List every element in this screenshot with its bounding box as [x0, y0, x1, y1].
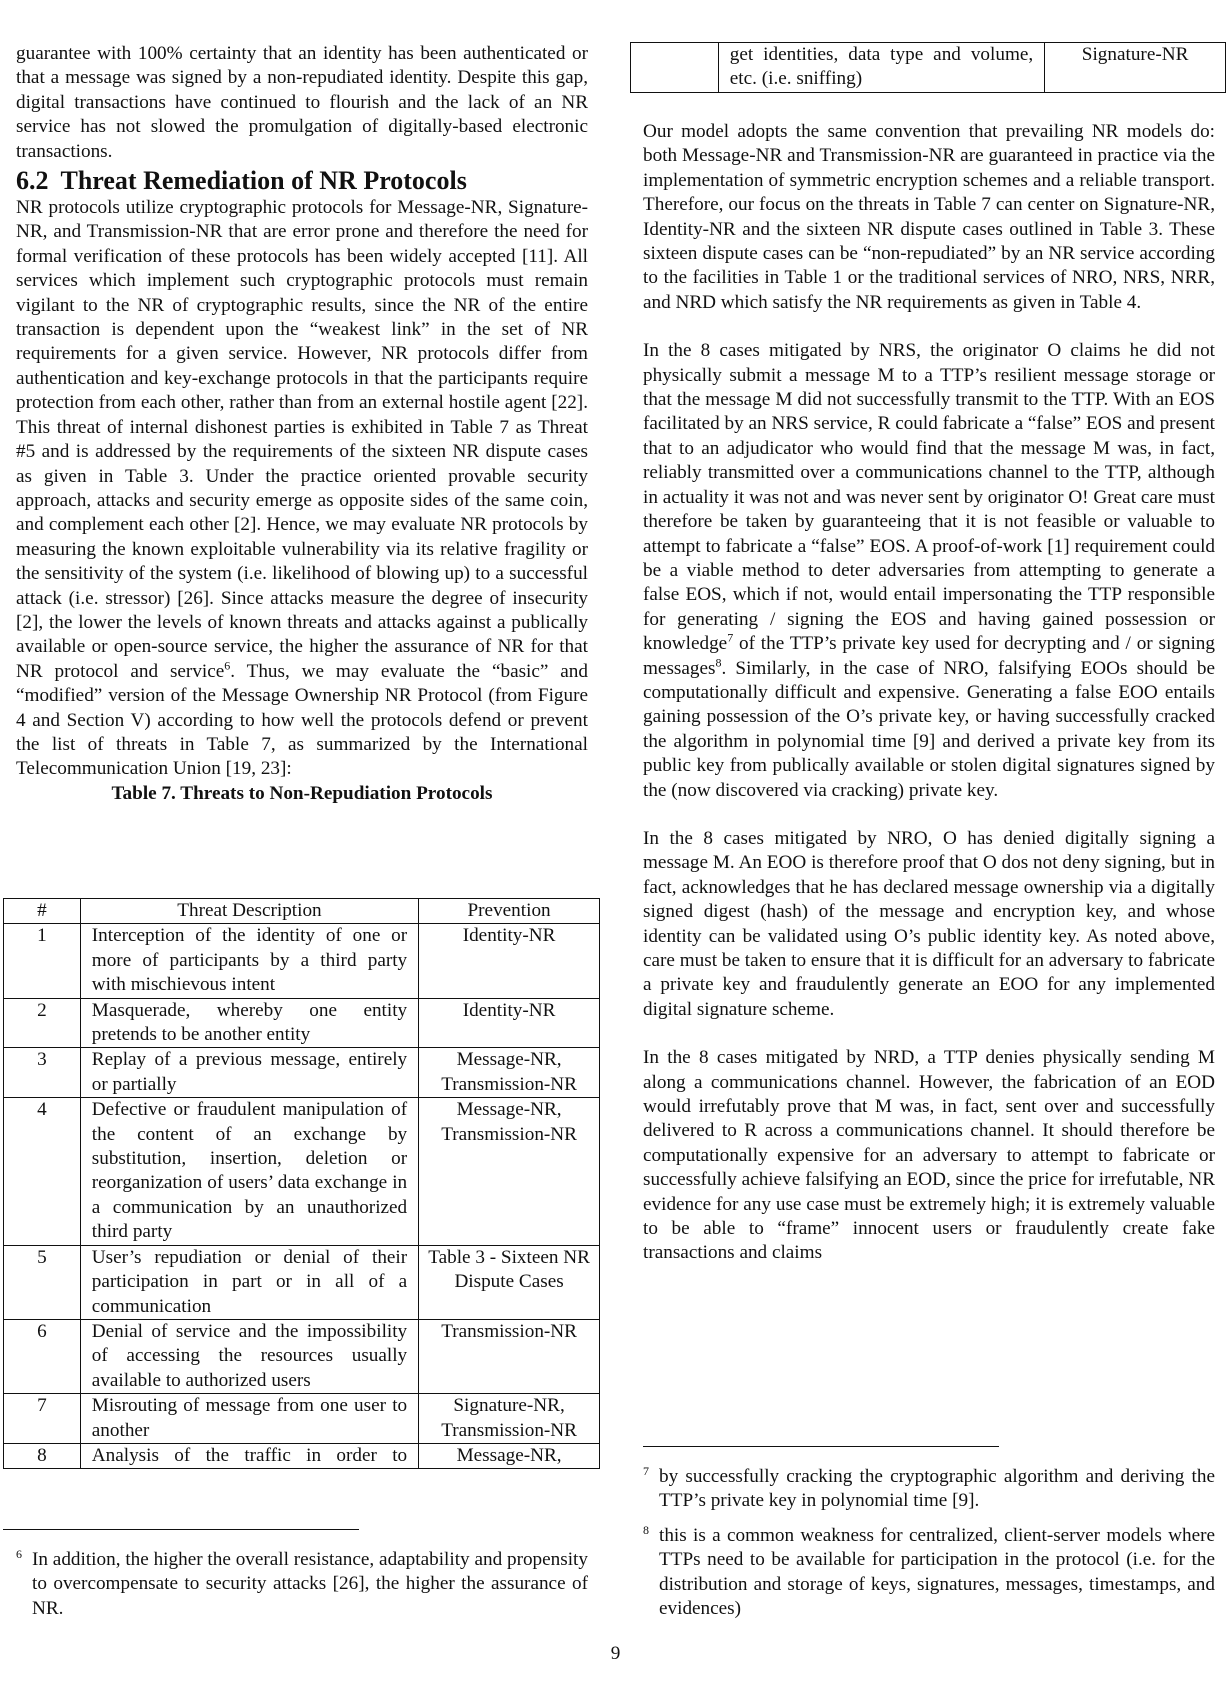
footnote-mark: 8 — [643, 1523, 649, 1537]
row-num: 2 — [4, 998, 81, 1048]
table-row — [4, 1098, 600, 1245]
footnote-8 — [643, 1524, 1215, 1622]
row-prevention: Signature-NR, Transmission-NR — [419, 1394, 600, 1444]
row-prevention: Identity-NR — [419, 924, 600, 998]
footnote-mark: 7 — [643, 1464, 649, 1478]
footnote-ref-6[interactable]: 6 — [224, 658, 231, 673]
footnote-text: this is a common weakness for centralized, client-server models where TTPs need to be available for participation in the protocol (i.e. for the distribution and storage of keys, signatures, messages, timestamps, and evidences) — [659, 1525, 1215, 1620]
table-row — [4, 1443, 600, 1468]
footnote-divider-right — [643, 1446, 999, 1447]
intro-paragraph: guarantee with 100% certainty that an identity has been authenticated or that a message was signed by a non-repudiated identity. Despite this gap, digital transactions have continued to flourish and the lack of an NR service has not slowed the promulgation of digitally-based electronic transactions. — [16, 43, 588, 162]
table-row — [4, 1319, 600, 1393]
section-paragraph-text-2: . Thus, we may evaluate the “basic” and “modified” version of the Message Ownership NR Protocol (from Figure 4 and Section V) according to how well the protocols defend or prevent the list of threats in Table 7, as summarized by the International Telecommunication Union [19, 23]: — [16, 660, 588, 780]
table-row — [4, 998, 600, 1048]
row-num: 3 — [4, 1048, 81, 1098]
row-description: Denial of service and the impossibility of accessing the resources usually available to authorized users — [80, 1319, 418, 1393]
footnote-divider-left — [3, 1529, 359, 1530]
header-threat-description: Threat Description — [80, 899, 418, 924]
row-num: 7 — [4, 1394, 81, 1444]
row-prevention: Signature-NR — [1045, 43, 1226, 93]
table-row — [631, 43, 1226, 93]
row-description: get identities, data type and volume, etc. (i.e. sniffing) — [718, 43, 1044, 93]
row-prevention: Transmission-NR — [419, 1319, 600, 1393]
header-prevention: Prevention — [419, 899, 600, 924]
row-description: Defective or fraudulent manipulation of the content of an exchange by substitution, insertion, deletion or reorganization of users’ data exchange in a communication by an unauthorized third party — [80, 1098, 418, 1245]
model-paragraph: Our model adopts the same convention that prevailing NR models do: both Message-NR and Transmission-NR are guaranteed in practice via the implementation of symmetric encryption schemes and a reliable transport. Therefore, our focus on the threats in Table 7 can center on Signature-NR, Identity-NR and the sixteen NR dispute cases outlined in Table 3. These sixteen dispute cases can be “non-repudiated” by an NR service according to the facilities in Table 1 or the traditional services of NRO, NRS, NRR, and NRD which satisfy the NR requirements as given in Table 4. — [643, 121, 1215, 313]
threats-table-continued — [630, 42, 1226, 93]
footnote-ref-7[interactable]: 7 — [727, 630, 734, 645]
row-description: Misrouting of message from one user to another — [80, 1394, 418, 1444]
table-row — [4, 1245, 600, 1319]
row-description: User’s repudiation or denial of their participation in part or in all of a communication — [80, 1245, 418, 1319]
row-prevention: Message-NR, — [419, 1443, 600, 1468]
row-num: 6 — [4, 1319, 81, 1393]
row-num: 8 — [4, 1443, 81, 1468]
threats-table — [3, 898, 600, 1469]
footnote-text: In addition, the higher the overall resistance, adaptability and propensity to overcompensate to security attacks [26], the higher the assurance of NR. — [32, 1549, 588, 1619]
row-num: 1 — [4, 924, 81, 998]
section-paragraph-text-1: NR protocols utilize cryptographic protocols for Message-NR, Signature-NR, and Transmission-NR that are error prone and therefore the need for formal verification of these protocols has been widely accepted [11]. All services which implement such cryptographic protocols must remain vigilant to the NR of cryptographic results, since the NR of the entire transaction is dependent upon the “weakest link” in the set of NR requirements for a given service. However, NR protocols differ from authentication and key-exchange protocols in that the participants require protection from each other, rather than from an external hostile agent [22]. This threat of internal dishonest parties is exhibited in Table 7 as Threat #5 and is addressed by the requirements of the sixteen NR dispute cases as given in Table 3. Under the practice oriented provable security approach, attacks and security emerge as opposite sides of the same coin, and complement each other [2]. Hence, we may evaluate NR protocols by measuring the known exploitable vulnerability via its relative fragility or the sensitivity of the system (i.e. likelihood of blowing up) to a successful attack (i.e. stressor) [26]. Since attacks measure the degree of insecurity [2], the lower the levels of known threats and attacks against a publically available or open-source service, the higher the assurance of NR for that NR protocol and service — [16, 197, 588, 682]
header-num: # — [4, 899, 81, 924]
left-column — [16, 42, 588, 806]
row-description: Replay of a previous message, entirely or partially — [80, 1048, 418, 1098]
row-prevention: Message-NR, Transmission-NR — [419, 1098, 600, 1245]
footnote-6 — [16, 1548, 588, 1621]
table-row — [4, 1394, 600, 1444]
right-column — [643, 120, 1215, 1266]
nrd-paragraph: In the 8 cases mitigated by NRD, a TTP denies physically sending M along a communications channel. However, the fabrication of an EOD would irrefutably prove that M was, in fact, sent over and successfully delivered to R across a communications channel. It should therefore be computationally expensive for an adversary to attempt to fabricate or successfully achieve falsifying an EOD, since the price for irrefutable, NR evidence for any use case must be extremely high; it is extremely valuable to be able to “frame” innocent users or fraudulently create fake transactions and claims — [643, 1047, 1215, 1264]
section-number: 6.2 — [16, 166, 49, 196]
row-num: 4 — [4, 1098, 81, 1245]
footnote-ref-8[interactable]: 8 — [715, 655, 722, 670]
row-num-empty — [631, 43, 719, 93]
row-prevention: Identity-NR — [419, 998, 600, 1048]
table-caption: Table 7. Threats to Non-Repudiation Protocols — [111, 782, 493, 804]
page-number: 9 — [610, 1643, 621, 1664]
row-description: Masquerade, whereby one entity pretends to be another entity — [80, 998, 418, 1048]
table-row — [4, 1048, 600, 1098]
section-heading — [16, 166, 588, 196]
table-row — [4, 924, 600, 998]
row-description: Interception of the identity of one or more of participants by a third party with mischievous intent — [80, 924, 418, 998]
footnote-mark: 6 — [16, 1547, 22, 1561]
section-paragraph — [16, 196, 588, 782]
nro-paragraph: In the 8 cases mitigated by NRO, O has denied digitally signing a message M. An EOO is therefore proof that O dos not deny signing, but in fact, acknowledges that he has declared message ownership via a digitally signed digest (hash) of the message and encryption key, and whose identity can be validated using O’s public identity key. As noted above, care must be taken to ensure that it is difficult for an adversary to fabricate a private key and fraudulently generate an EOO for any implemented digital signature scheme. — [643, 827, 1215, 1020]
nrs-text-3: . Similarly, in the case of NRO, falsifying EOOs should be computationally difficult and expensive. Generating a false EOO entails gaining possession of the O’s private key, or having successfully cracked the algorithm in polynomial time [9] and derived a private key from its public key from publically available or stolen digital signatures signed by the (now discovered via cracking) private key. — [643, 657, 1215, 801]
row-prevention: Message-NR, Transmission-NR — [419, 1048, 600, 1098]
section-title: Threat Remediation of NR Protocols — [60, 166, 467, 196]
row-prevention: Table 3 - Sixteen NR Dispute Cases — [419, 1245, 600, 1319]
row-num: 5 — [4, 1245, 81, 1319]
footnote-text: by successfully cracking the cryptographic algorithm and deriving the TTP’s private key in polynomial time [9]. — [659, 1466, 1215, 1512]
nrs-text-1: In the 8 cases mitigated by NRS, the originator O claims he did not physically submit a message M to a TTP’s resilient message storage or that the message M did not successfully transmit to the TTP. With an EOS facilitated by an NRS service, R could fabricate a “false” EOS and present that to an adjudicator who would find that the message M was, in fact, reliably transmitted over a communications channel to the TTP, although in actuality it was not and was never sent by originator O! Great care must therefore be taken by guaranteeing that it is not feasible or valuable to attempt to fabricate a “false” EOS. A proof-of-work [1] requirement could be a viable method to deter adversaries from attempting to generate a false EOS, which if not, would entail impersonating the TTP responsible for generating / signing the EOS and having gained possession or knowledge — [643, 340, 1215, 655]
nrs-text-2: of the TTP’s private key used for decrypting and / or signing messages — [643, 633, 1215, 679]
footnote-7 — [643, 1465, 1215, 1514]
table-header-row — [4, 899, 600, 924]
nrs-paragraph — [643, 339, 1215, 803]
row-description: Analysis of the traffic in order to — [80, 1443, 418, 1468]
